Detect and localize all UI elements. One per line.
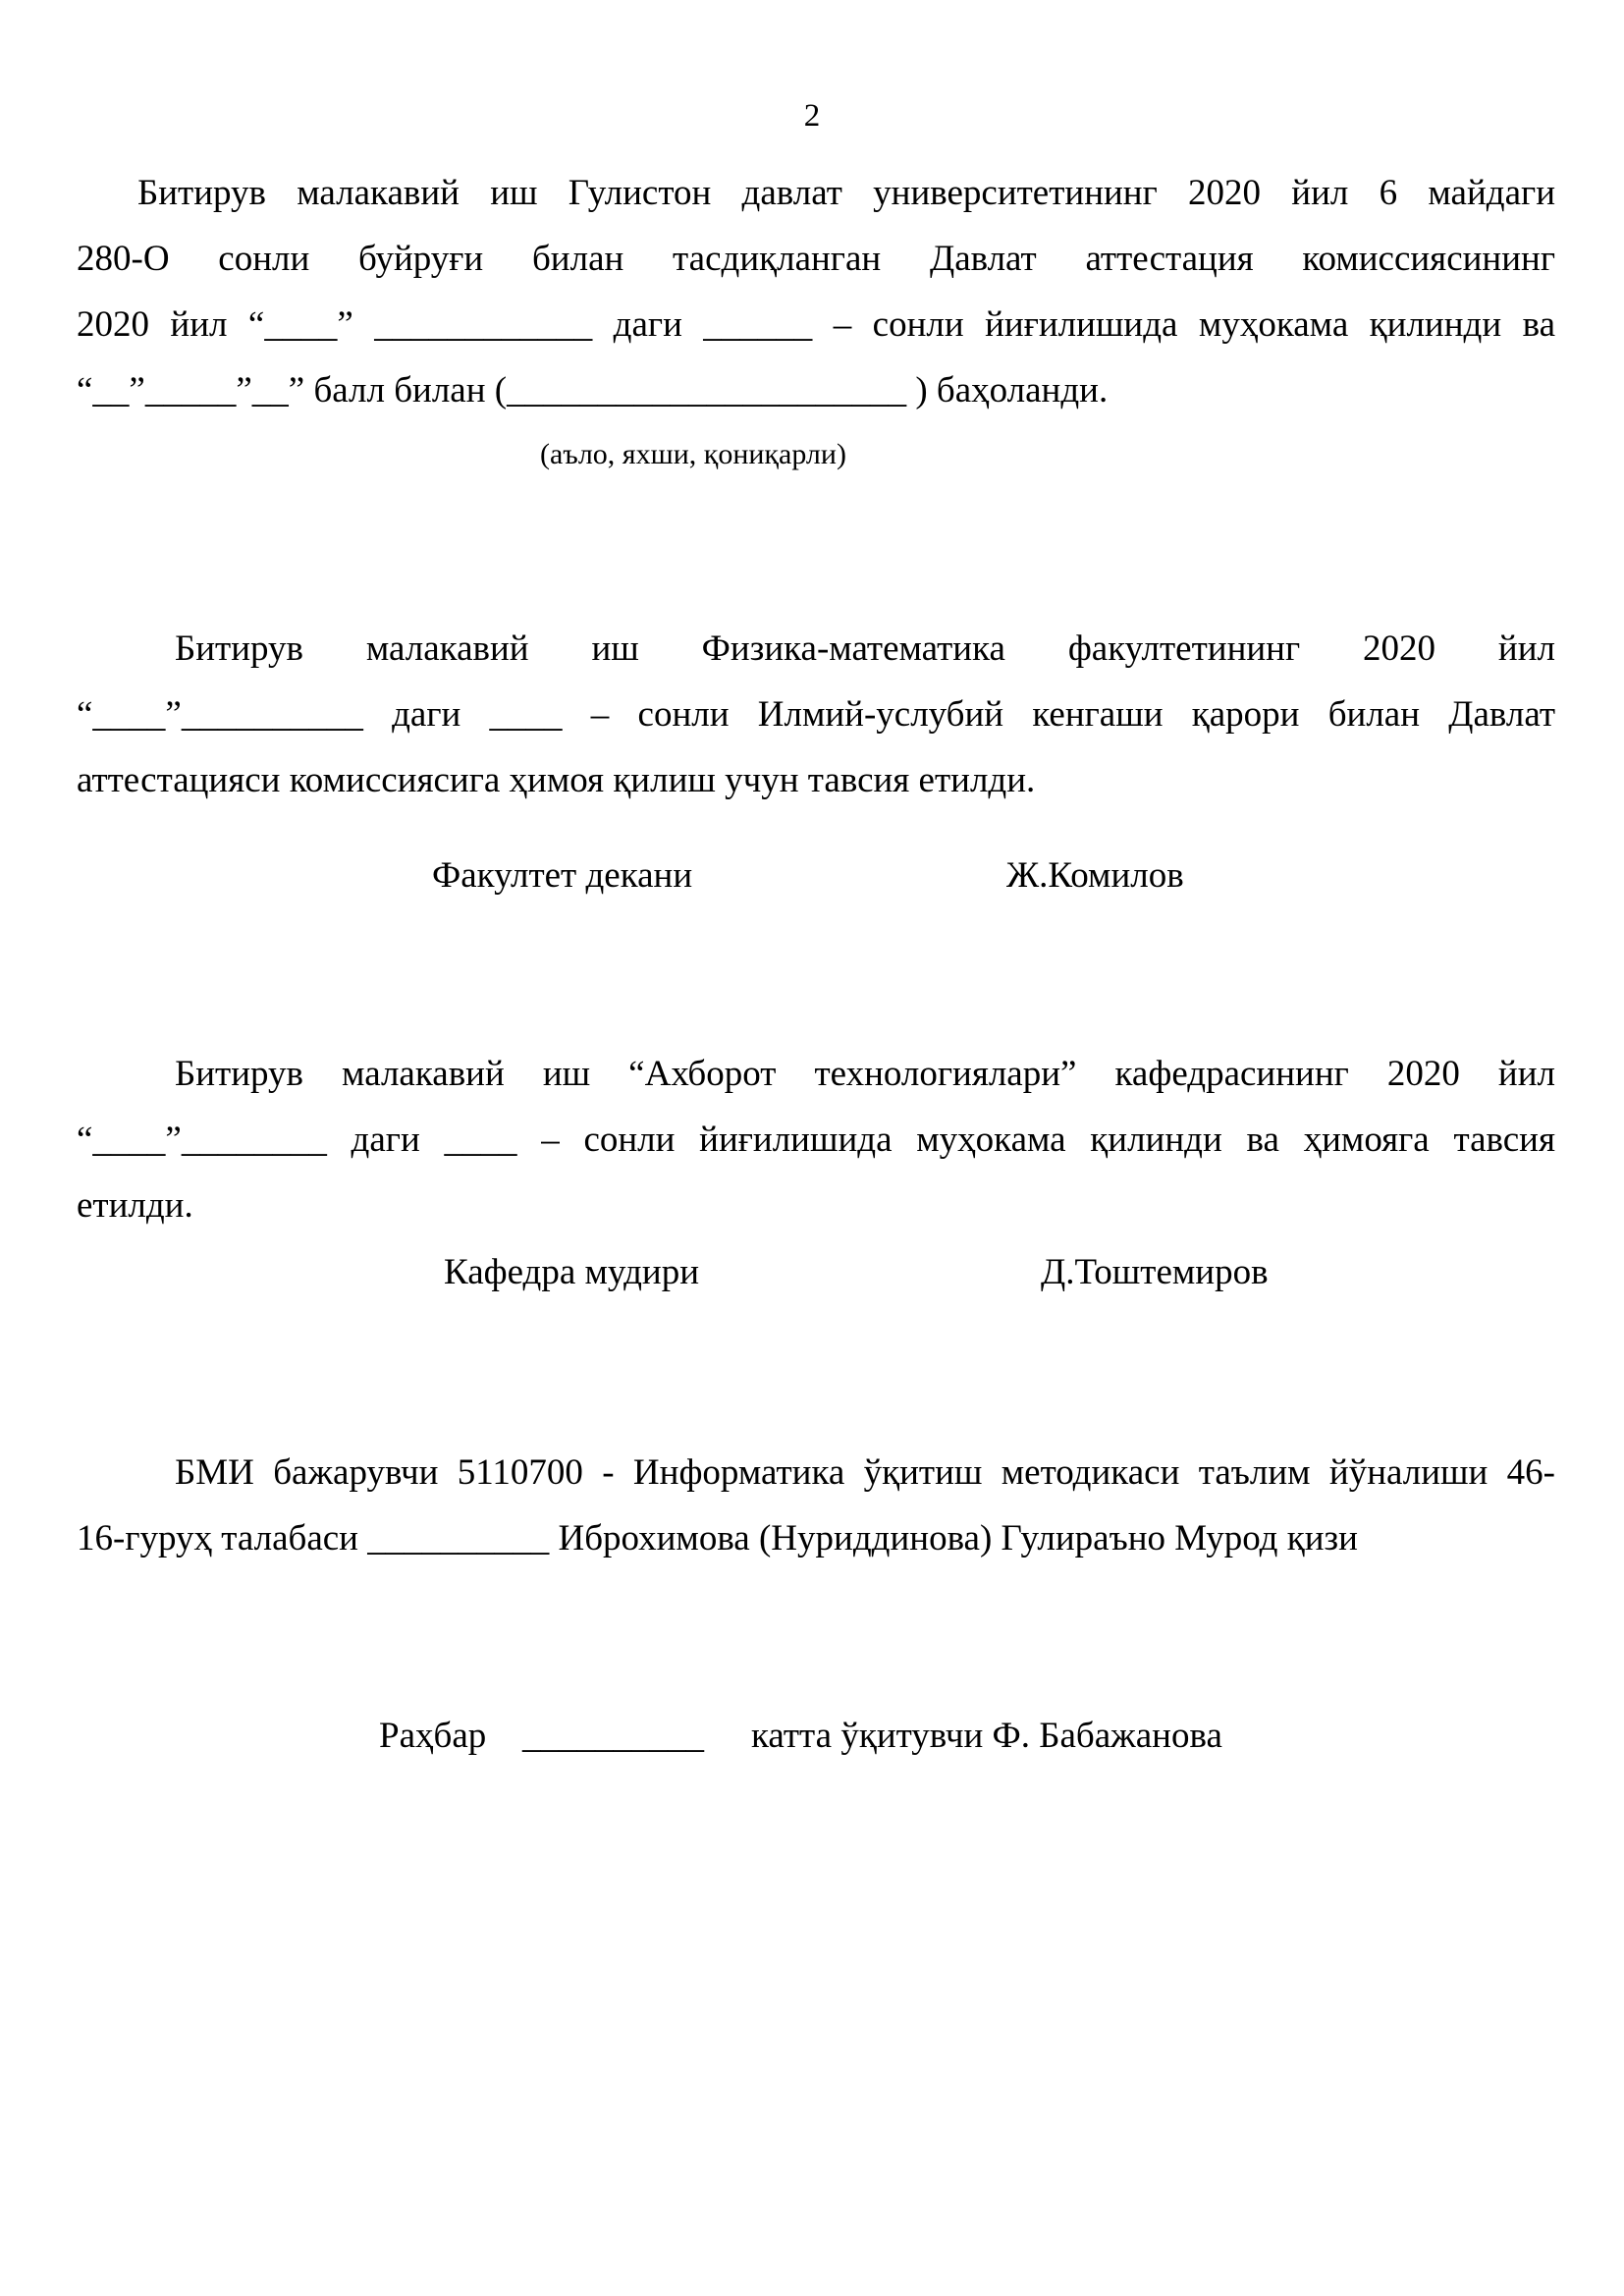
paragraph-line: 280-О сонли буйруғи билан тасдиқланган Давлат аттестация комиссиясининг: [77, 239, 1555, 279]
paragraph-line: “__”_____”__” балл билан (______________________ ) баҳоланди.: [77, 370, 1109, 410]
head-of-department-name: Д.Тоштемиров: [1041, 1252, 1269, 1292]
paragraph-line: Битирув малакавий иш “Ахборот технологиялари” кафедрасининг 2020 йил: [175, 1054, 1555, 1094]
dean-title: Факултет декани: [432, 855, 693, 896]
paragraph-line: Битирув малакавий иш Физика-математика факултетининг 2020 йил: [175, 629, 1555, 669]
paragraph-line: 2020 йил “____” ____________ даги ______ – сонли йиғилишида муҳокама қилинди ва: [77, 304, 1555, 345]
paragraph-line: етилди.: [77, 1185, 193, 1226]
faculty-paragraph: [77, 616, 1555, 813]
supervisor-label: Раҳбар: [379, 1716, 487, 1756]
paragraph-line: Битирув малакавий иш Гулистон давлат университетининг 2020 йил 6 майдаги: [137, 173, 1555, 213]
supervisor-name: катта ўқитувчи Ф. Бабажанова: [751, 1716, 1222, 1756]
paragraph-line: “____”________ даги ____ – сонли йиғилишида муҳокама қилинди ва ҳимояга тавсия: [77, 1120, 1555, 1160]
commission-paragraph: [77, 160, 1555, 423]
paragraph-line: аттестацияси комиссиясига ҳимоя қилиш учун тавсия етилди.: [77, 760, 1036, 800]
paragraph-line: 16-гуруҳ талабаси __________ Иброхимова (Нуриддинова) Гулираъно Мурод қизи: [77, 1518, 1358, 1558]
paragraph-line: БМИ бажарувчи 5110700 - Информатика ўқитиш методикаси таълим йўналиши 46-: [175, 1452, 1555, 1493]
supervisor-signature-blank: __________: [522, 1716, 704, 1756]
paragraph-line: “____”__________ даги ____ – сонли Илмий-услубий кенгаши қарори билан Давлат: [77, 694, 1555, 735]
grade-options-note: (аъло, яхши, қониқарли): [540, 438, 846, 470]
department-paragraph: [77, 1041, 1555, 1238]
student-paragraph: [77, 1440, 1555, 1571]
head-of-department-title: Кафедра мудири: [444, 1252, 700, 1292]
page-number: 2: [803, 98, 821, 134]
dean-name: Ж.Комилов: [1006, 855, 1184, 896]
